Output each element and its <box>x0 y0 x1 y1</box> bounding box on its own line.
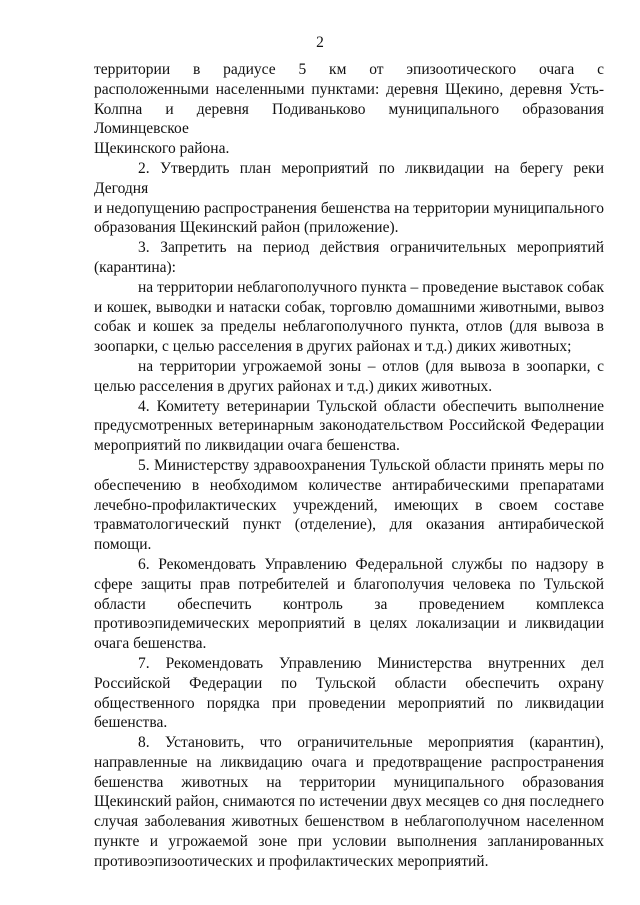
paragraph-item-5 <box>94 456 604 555</box>
paragraph-item-3-threatened-zone <box>94 357 604 397</box>
text-line: (карантина): <box>94 258 176 276</box>
paragraph-item-2 <box>94 159 604 238</box>
paragraph-item-6 <box>94 555 604 654</box>
text-line: сфере защиты прав потребителей и благополучия человека по Тульской <box>94 575 604 593</box>
text-line: травматологический пункт (отделение), для оказания антирабической <box>94 516 604 534</box>
text-line: и кошек, выводки и натаски собак, торговлю домашними животными, вывоз <box>94 298 604 316</box>
text-line: Щекинский район, снимаются по истечении двух месяцев со дня последнего <box>94 793 604 811</box>
text-line: на территории угрожаемой зоны – отлов (для вывоза в зоопарки, с <box>138 357 604 375</box>
text-line: 3. Запретить на период действия ограничительных мероприятий <box>138 239 604 257</box>
text-line: 2. Утвердить план мероприятий по ликвидации на берегу реки Дегодня <box>94 159 604 197</box>
text-line: образования Щекинский район (приложение). <box>94 219 399 237</box>
paragraph-item-7 <box>94 654 604 733</box>
paragraph-item-3-locality <box>94 278 604 357</box>
text-line: расположенными населенными пунктами: деревня Щекино, деревня Усть- <box>94 80 604 98</box>
text-line: Щекинского района. <box>94 140 230 158</box>
text-line: очага бешенства. <box>94 635 207 653</box>
text-line: бешенства животных на территории муниципального образования <box>94 773 604 791</box>
text-line: пункте и угрожаемой зоне при условии выполнения запланированных <box>94 833 604 851</box>
text-line: мероприятий по ликвидации очага бешенства. <box>94 437 400 455</box>
paragraph-item-3 <box>94 238 604 278</box>
text-line: случая заболевания животных бешенством в неблагополучном населенном <box>94 813 604 831</box>
paragraph-item-4 <box>94 397 604 456</box>
text-line: 4. Комитету ветеринарии Тульской области обеспечить выполнение <box>138 397 604 415</box>
document-body <box>94 60 604 872</box>
text-line: 7. Рекомендовать Управлению Министерства внутренних дел <box>138 654 604 672</box>
text-line: противоэпидемических мероприятий в целях локализации и ликвидации <box>94 615 604 633</box>
text-line: общественного порядка при проведении мероприятий по ликвидации <box>94 694 604 712</box>
text-line: собак и кошек за пределы неблагополучного пункта, отлов (для вывоза в <box>94 318 604 336</box>
text-line: бешенства. <box>94 714 168 732</box>
text-line: области обеспечить контроль за проведением комплекса <box>94 595 604 613</box>
text-line: территории в радиусе 5 км от эпизоотического очага с <box>94 61 604 78</box>
text-line: противоэпизоотических и профилактических мероприятий. <box>94 852 489 870</box>
text-line: 5. Министерству здравоохранения Тульской области принять меры по <box>138 456 604 474</box>
page-number: 2 <box>316 34 324 51</box>
text-line: Российской Федерации по Тульской области обеспечить охрану <box>94 674 604 692</box>
text-line: зоопарки, с целью расселения в других районах и т.д.) диких животных; <box>94 338 572 356</box>
text-line: 6. Рекомендовать Управлению Федеральной службы по надзору в <box>138 555 604 573</box>
text-line: обеспечению в необходимом количестве антирабическими препаратами <box>94 476 604 494</box>
text-line: направленные на ликвидацию очага и предотвращение распространения <box>94 753 604 771</box>
text-line: помощи. <box>94 536 152 554</box>
text-line: лечебно-профилактических учреждений, имеющих в своем составе <box>94 496 604 514</box>
paragraph-territory-radius <box>94 60 604 159</box>
text-line: 8. Установить, что ограничительные мероприятия (карантин), <box>138 734 604 752</box>
paragraph-item-8 <box>94 733 604 872</box>
text-line: предусмотренных ветеринарным законодательством Российской Федерации <box>94 417 604 435</box>
text-line: Колпна и деревня Подиваньково муниципального образования Ломинцевское <box>94 100 604 138</box>
text-line: целью расселения в других районах и т.д.) диких животных. <box>94 377 493 395</box>
text-line: на территории неблагополучного пункта – проведение выставок собак <box>138 278 604 296</box>
text-line: и недопущению распространения бешенства на территории муниципального <box>94 199 604 217</box>
